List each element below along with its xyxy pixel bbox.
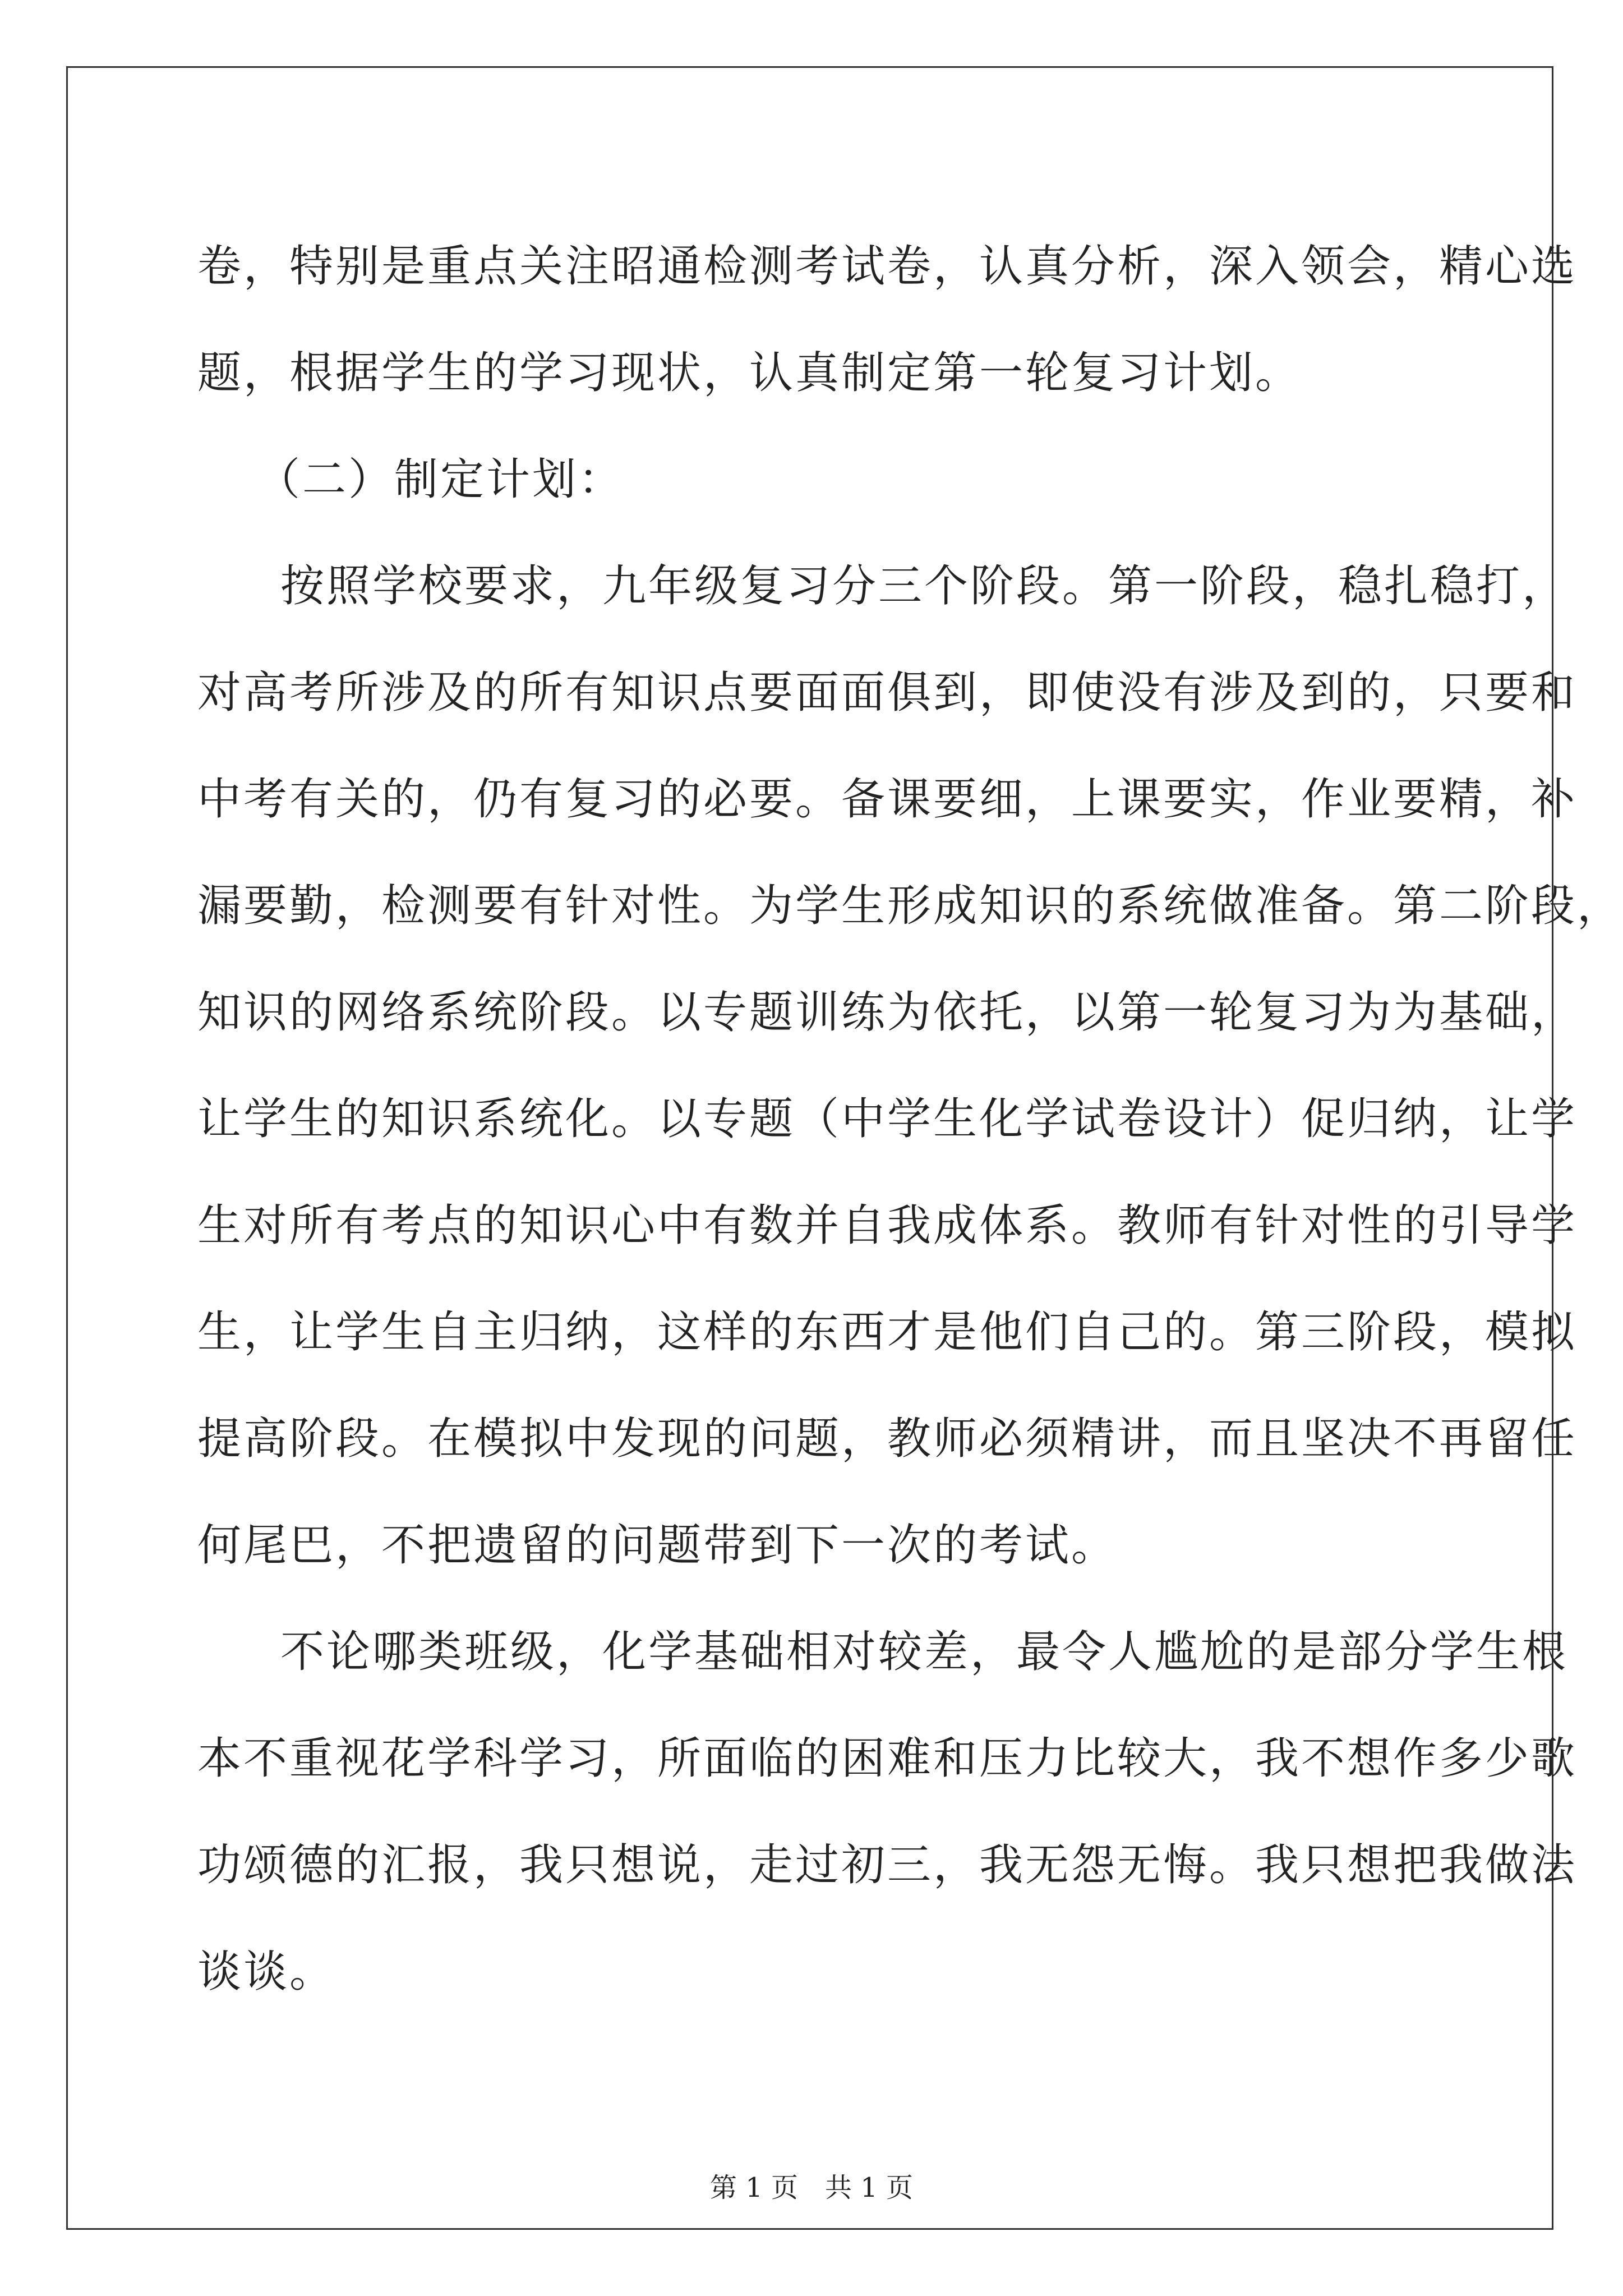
body-line: 卷，特别是重点关注昭通检测考试卷，认真分析，深入领会，精心选 — [197, 241, 1578, 292]
body-line: 谈谈。 — [197, 1947, 336, 1997]
page-number-footer: 第 1 页 共 1 页 — [709, 2172, 914, 2203]
body-line: 按照学校要求，九年级复习分三个阶段。第一阶段，稳扎稳打， — [280, 561, 1569, 611]
body-line: 中考有关的，仍有复习的必要。备课要细，上课要实，作业要精，补 — [197, 774, 1578, 825]
body-line: 题，根据学生的学习现状，认真制定第一轮复习计划。 — [197, 348, 1302, 398]
body-line: 漏要勤，检测要有针对性。为学生形成知识的系统做准备。第二阶段， — [197, 881, 1623, 931]
body-line: 知识的网络系统阶段。以专题训练为依托，以第一轮复习为为基础， — [197, 987, 1578, 1038]
document-body — [197, 213, 1623, 2025]
body-line: 不论哪类班级，化学基础相对较差，最令人尴尬的是部分学生根 — [280, 1627, 1569, 1677]
body-line: 提高阶段。在模拟中发现的问题，教师必须精讲，而且坚决不再留任 — [197, 1414, 1578, 1464]
body-line: 生对所有考点的知识心中有数并自我成体系。教师有针对性的引导学 — [197, 1200, 1578, 1251]
body-line: 功颂德的汇报，我只想说，走过初三，我无怨无悔。我只想把我做法 — [197, 1840, 1578, 1890]
body-line: 本不重视花学科学习，所面临的困难和压力比较大，我不想作多少歌 — [197, 1733, 1578, 1784]
body-line: 何尾巴，不把遗留的问题带到下一次的考试。 — [197, 1520, 1118, 1571]
section-heading: （二）制定计划： — [256, 454, 625, 505]
body-line: 对高考所涉及的所有知识点要面面俱到，即使没有涉及到的，只要和 — [197, 668, 1578, 718]
body-line: 生，让学生自主归纳，这样的东西才是他们自己的。第三阶段，模拟 — [197, 1307, 1578, 1358]
body-line: 让学生的知识系统化。以专题（中学生化学试卷设计）促归纳，让学 — [197, 1094, 1578, 1144]
